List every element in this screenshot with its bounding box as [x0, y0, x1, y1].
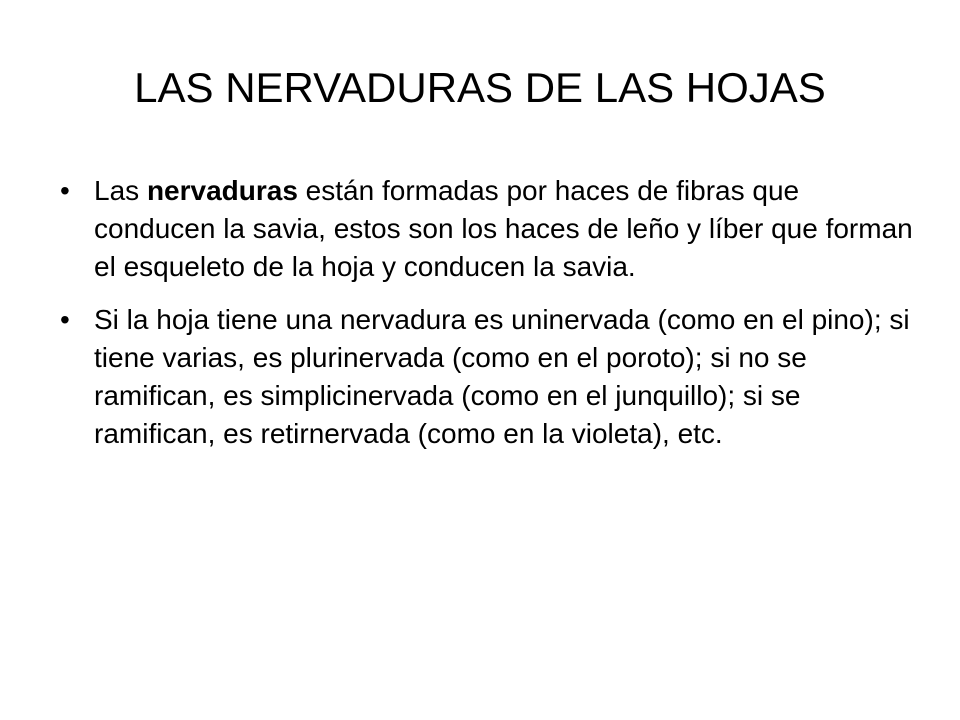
- bullet-item-tipos: [60, 301, 920, 453]
- bullet-icon: •: [60, 175, 70, 206]
- bullet-icon: •: [60, 304, 70, 335]
- bullet-text-lead: Las: [94, 175, 147, 206]
- slide-title: LAS NERVADURAS DE LAS HOJAS: [134, 64, 826, 111]
- bullet-text-bold-term: nervaduras: [146, 175, 298, 206]
- bullet-text: Si la hoja tiene una nervadura es uninervada (como en el pino); si tiene varias, es plurinervada (como en el poroto); si no se ramifican, es simplicinervada (como en el junquillo); si se ramifican, es retirnervada (como en la violeta), etc.: [94, 304, 910, 449]
- bullet-item-nervaduras: [60, 172, 920, 286]
- slide-content: [60, 172, 920, 453]
- bullet-text-rest: están formadas por haces de fibras que conducen la savia, estos son los haces de leño y líber que forman el esqueleto de la hoja y conducen la savia.: [94, 175, 913, 282]
